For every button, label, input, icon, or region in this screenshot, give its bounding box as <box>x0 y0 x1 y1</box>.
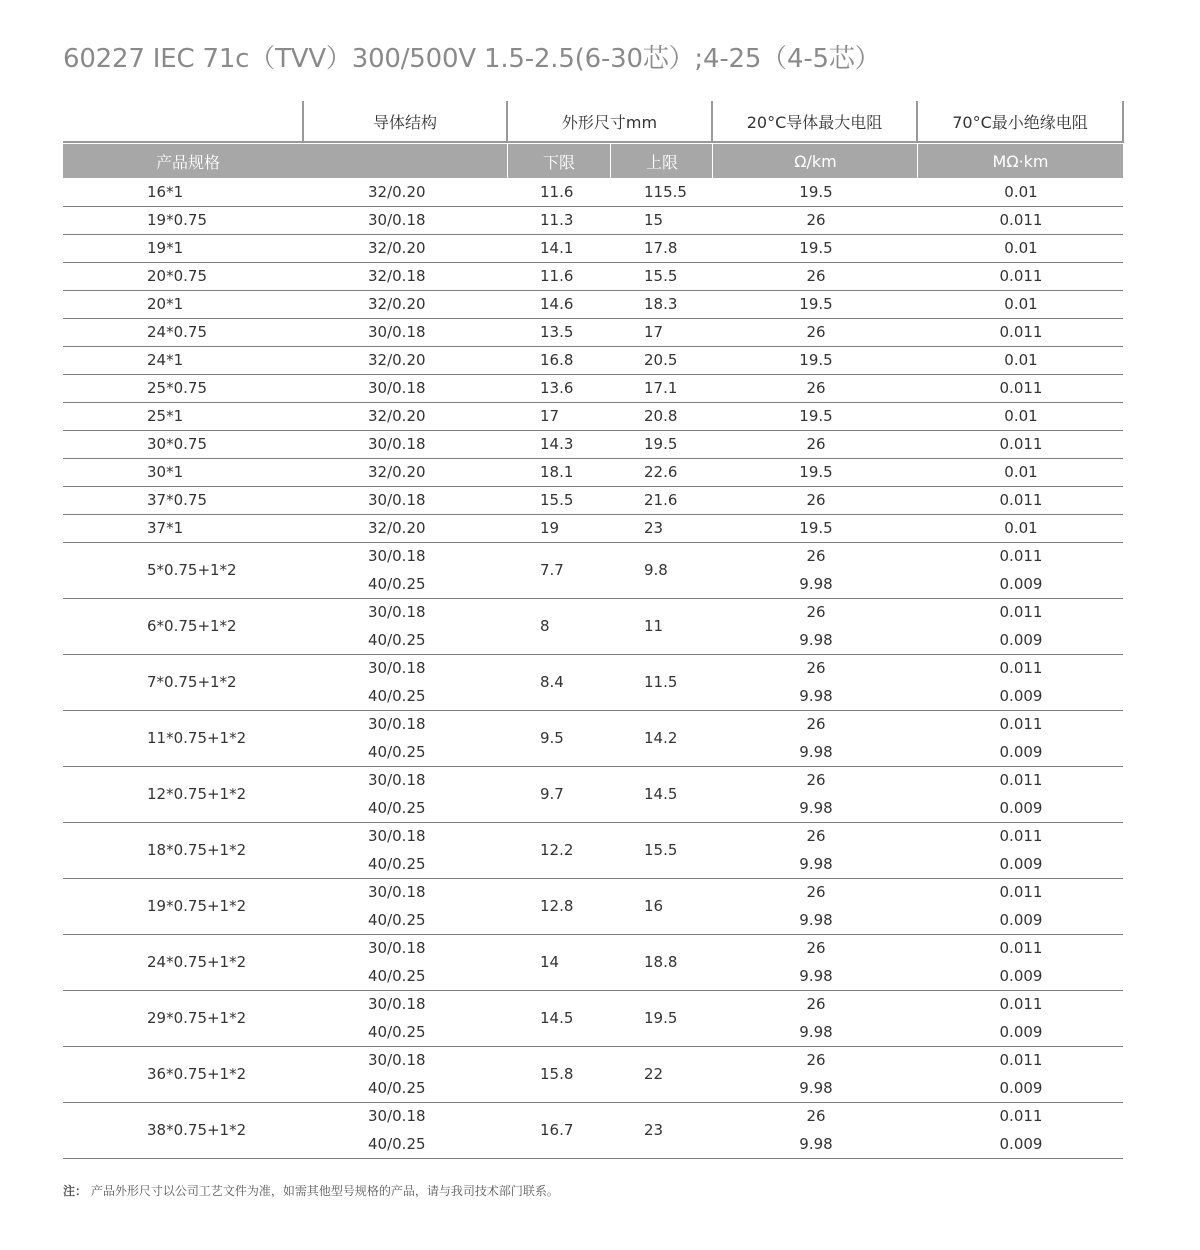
cell-lower: 13.6 <box>540 379 574 397</box>
cell-conductor: 32/0.20 <box>368 351 426 369</box>
cell-upper: 17.1 <box>644 379 678 397</box>
cell-insulation: 0.009 <box>999 575 1043 593</box>
cell-resistance: 9.98 <box>799 575 833 593</box>
row-divider <box>63 290 1123 291</box>
cell-resistance: 26 <box>806 379 826 397</box>
header-outer-size: 外形尺寸mm <box>508 101 713 143</box>
page-title: 60227 IEC 71c（TVV）300/500V 1.5-2.5(6-30芯）;4-25（4-5芯） <box>63 44 881 74</box>
row-divider <box>63 1158 1123 1159</box>
header-resistance-unit: Ω/km <box>794 151 837 171</box>
cell-resistance: 9.98 <box>799 799 833 817</box>
cell-conductor: 30/0.18 <box>368 379 426 397</box>
cell-insulation: 0.011 <box>999 491 1043 509</box>
cell-lower: 7.7 <box>540 561 564 579</box>
cell-insulation: 0.011 <box>999 659 1043 677</box>
cell-insulation: 0.009 <box>999 1079 1043 1097</box>
cell-insulation: 0.011 <box>999 883 1043 901</box>
cell-spec: 5*0.75+1*2 <box>147 561 237 579</box>
cell-insulation: 0.009 <box>999 743 1043 761</box>
cell-upper: 16 <box>644 897 664 915</box>
row-divider <box>63 486 1123 487</box>
cell-conductor: 40/0.25 <box>368 1135 426 1153</box>
cell-lower: 11.6 <box>540 183 574 201</box>
cell-insulation: 0.01 <box>1004 295 1038 313</box>
cell-insulation: 0.011 <box>999 995 1043 1013</box>
cell-spec: 36*0.75+1*2 <box>147 1065 247 1083</box>
header-lower: 下限 <box>542 152 575 172</box>
row-divider <box>63 1046 1123 1047</box>
row-divider <box>63 430 1123 431</box>
cell-spec: 7*0.75+1*2 <box>147 673 237 691</box>
cell-spec: 37*1 <box>147 519 184 537</box>
cell-spec: 19*0.75+1*2 <box>147 897 247 915</box>
cell-lower: 16.7 <box>540 1121 574 1139</box>
cell-lower: 18.1 <box>540 463 574 481</box>
cell-resistance: 26 <box>806 995 826 1013</box>
cell-upper: 19.5 <box>644 1009 678 1027</box>
cell-insulation: 0.01 <box>1004 519 1038 537</box>
cell-upper: 11 <box>644 617 664 635</box>
header-max-resistance: 20°C导体最大电阻 <box>713 101 918 143</box>
cell-lower: 14 <box>540 953 560 971</box>
cell-resistance: 26 <box>806 827 826 845</box>
cell-conductor: 30/0.18 <box>368 547 426 565</box>
cell-insulation: 0.009 <box>999 1135 1043 1153</box>
cell-lower: 11.3 <box>540 211 574 229</box>
cell-resistance: 9.98 <box>799 1135 833 1153</box>
cell-upper: 14.2 <box>644 729 678 747</box>
cell-lower: 16.8 <box>540 351 574 369</box>
cell-insulation: 0.01 <box>1004 463 1038 481</box>
cell-lower: 8 <box>540 617 550 635</box>
cell-lower: 8.4 <box>540 673 564 691</box>
cell-resistance: 26 <box>806 603 826 621</box>
cell-conductor: 40/0.25 <box>368 967 426 985</box>
cell-conductor: 32/0.20 <box>368 295 426 313</box>
cell-resistance: 26 <box>806 323 826 341</box>
cell-conductor: 30/0.18 <box>368 603 426 621</box>
header-left-underline <box>63 141 304 143</box>
cell-spec: 24*1 <box>147 351 184 369</box>
row-divider <box>63 514 1123 515</box>
row-divider <box>63 206 1123 207</box>
cell-lower: 13.5 <box>540 323 574 341</box>
row-divider <box>63 346 1123 347</box>
cell-spec: 19*1 <box>147 239 184 257</box>
row-divider <box>63 990 1123 991</box>
cell-conductor: 32/0.20 <box>368 463 426 481</box>
cell-lower: 14.3 <box>540 435 574 453</box>
header-upper: 上限 <box>645 152 678 172</box>
cell-conductor: 32/0.20 <box>368 519 426 537</box>
cell-resistance: 19.5 <box>799 463 833 481</box>
cell-upper: 115.5 <box>644 183 687 201</box>
cell-insulation: 0.011 <box>999 771 1043 789</box>
cell-conductor: 40/0.25 <box>368 743 426 761</box>
row-divider <box>63 654 1123 655</box>
cell-insulation: 0.009 <box>999 799 1043 817</box>
row-divider <box>63 402 1123 403</box>
cell-insulation: 0.011 <box>999 435 1043 453</box>
cell-conductor: 30/0.18 <box>368 1051 426 1069</box>
cell-spec: 24*0.75+1*2 <box>147 953 247 971</box>
cell-insulation: 0.011 <box>999 939 1043 957</box>
cell-resistance: 26 <box>806 883 826 901</box>
row-divider <box>63 878 1123 879</box>
cell-resistance: 19.5 <box>799 183 833 201</box>
cell-resistance: 9.98 <box>799 687 833 705</box>
cell-lower: 15.8 <box>540 1065 574 1083</box>
cell-insulation: 0.01 <box>1004 407 1038 425</box>
cell-conductor: 40/0.25 <box>368 855 426 873</box>
cell-spec: 30*1 <box>147 463 184 481</box>
cell-spec: 18*0.75+1*2 <box>147 841 247 859</box>
cell-conductor: 30/0.18 <box>368 491 426 509</box>
cell-insulation: 0.011 <box>999 1051 1043 1069</box>
cell-upper: 17.8 <box>644 239 678 257</box>
cell-upper: 22 <box>644 1065 664 1083</box>
cell-insulation: 0.01 <box>1004 183 1038 201</box>
cell-lower: 15.5 <box>540 491 574 509</box>
cell-insulation: 0.009 <box>999 631 1043 649</box>
cell-spec: 12*0.75+1*2 <box>147 785 247 803</box>
cell-resistance: 9.98 <box>799 911 833 929</box>
cell-lower: 9.5 <box>540 729 564 747</box>
cell-conductor: 30/0.18 <box>368 211 426 229</box>
cell-insulation: 0.009 <box>999 855 1043 873</box>
cell-conductor: 40/0.25 <box>368 799 426 817</box>
cell-conductor: 32/0.18 <box>368 267 426 285</box>
cell-insulation: 0.011 <box>999 827 1043 845</box>
cell-upper: 11.5 <box>644 673 678 691</box>
row-divider <box>63 934 1123 935</box>
cell-lower: 14.5 <box>540 1009 574 1027</box>
cell-resistance: 26 <box>806 1107 826 1125</box>
cell-upper: 21.6 <box>644 491 678 509</box>
cell-conductor: 32/0.20 <box>368 239 426 257</box>
footnote-label: 注： <box>63 1184 88 1198</box>
row-divider <box>63 374 1123 375</box>
cell-spec: 16*1 <box>147 183 184 201</box>
cell-conductor: 40/0.25 <box>368 911 426 929</box>
row-divider <box>63 766 1123 767</box>
cell-conductor: 30/0.18 <box>368 1107 426 1125</box>
header-blank <box>63 101 304 143</box>
cell-spec: 25*0.75 <box>147 379 207 397</box>
cell-conductor: 30/0.18 <box>368 827 426 845</box>
cell-conductor: 30/0.18 <box>368 435 426 453</box>
row-divider <box>63 234 1123 235</box>
cell-upper: 22.6 <box>644 463 678 481</box>
cell-spec: 19*0.75 <box>147 211 207 229</box>
cell-insulation: 0.011 <box>999 715 1043 733</box>
header-insulation-unit: MΩ·km <box>992 151 1049 171</box>
row-divider <box>63 822 1123 823</box>
cell-spec: 11*0.75+1*2 <box>147 729 247 747</box>
cell-insulation: 0.01 <box>1004 239 1038 257</box>
cell-conductor: 40/0.25 <box>368 687 426 705</box>
cell-resistance: 19.5 <box>799 239 833 257</box>
cell-resistance: 9.98 <box>799 631 833 649</box>
cell-upper: 18.3 <box>644 295 678 313</box>
cell-conductor: 30/0.18 <box>368 939 426 957</box>
cell-lower: 14.6 <box>540 295 574 313</box>
cell-upper: 23 <box>644 519 664 537</box>
row-divider <box>63 318 1123 319</box>
header-conductor: 导体结构 <box>304 101 508 143</box>
cell-upper: 14.5 <box>644 785 678 803</box>
cell-resistance: 19.5 <box>799 351 833 369</box>
cell-insulation: 0.011 <box>999 323 1043 341</box>
cell-upper: 9.8 <box>644 561 668 579</box>
cell-lower: 12.8 <box>540 897 574 915</box>
cell-resistance: 9.98 <box>799 1079 833 1097</box>
cell-conductor: 30/0.18 <box>368 323 426 341</box>
cell-resistance: 26 <box>806 659 826 677</box>
cell-resistance: 26 <box>806 267 826 285</box>
cell-insulation: 0.01 <box>1004 351 1038 369</box>
cell-upper: 17 <box>644 323 664 341</box>
cell-lower: 12.2 <box>540 841 574 859</box>
cell-conductor: 30/0.18 <box>368 771 426 789</box>
cell-resistance: 26 <box>806 715 826 733</box>
cell-conductor: 30/0.18 <box>368 715 426 733</box>
row-divider <box>63 1102 1123 1103</box>
cell-resistance: 26 <box>806 491 826 509</box>
cell-upper: 15.5 <box>644 841 678 859</box>
row-divider <box>63 710 1123 711</box>
cell-resistance: 26 <box>806 771 826 789</box>
cell-resistance: 26 <box>806 435 826 453</box>
footnote <box>63 1182 559 1199</box>
cell-conductor: 30/0.18 <box>368 883 426 901</box>
row-divider <box>63 262 1123 263</box>
cell-insulation: 0.011 <box>999 379 1043 397</box>
cell-spec: 20*1 <box>147 295 184 313</box>
cell-resistance: 26 <box>806 547 826 565</box>
cell-upper: 23 <box>644 1121 664 1139</box>
cell-resistance: 9.98 <box>799 855 833 873</box>
cell-resistance: 9.98 <box>799 967 833 985</box>
cell-insulation: 0.009 <box>999 687 1043 705</box>
cell-resistance: 9.98 <box>799 743 833 761</box>
cell-resistance: 19.5 <box>799 519 833 537</box>
cell-conductor: 32/0.20 <box>368 183 426 201</box>
cell-conductor: 30/0.18 <box>368 659 426 677</box>
cell-insulation: 0.011 <box>999 603 1043 621</box>
cell-upper: 15 <box>644 211 664 229</box>
cell-spec: 37*0.75 <box>147 491 207 509</box>
cell-insulation: 0.011 <box>999 211 1043 229</box>
row-divider <box>63 598 1123 599</box>
cell-insulation: 0.009 <box>999 911 1043 929</box>
cell-lower: 17 <box>540 407 560 425</box>
cell-lower: 9.7 <box>540 785 564 803</box>
cell-spec: 24*0.75 <box>147 323 207 341</box>
cell-resistance: 26 <box>806 939 826 957</box>
cell-conductor: 40/0.25 <box>368 1079 426 1097</box>
cell-insulation: 0.009 <box>999 1023 1043 1041</box>
cell-spec: 30*0.75 <box>147 435 207 453</box>
cell-upper: 20.5 <box>644 351 678 369</box>
cell-spec: 20*0.75 <box>147 267 207 285</box>
cell-upper: 18.8 <box>644 953 678 971</box>
cell-resistance: 26 <box>806 1051 826 1069</box>
cell-lower: 11.6 <box>540 267 574 285</box>
cell-conductor: 40/0.25 <box>368 1023 426 1041</box>
cell-lower: 19 <box>540 519 560 537</box>
cell-conductor: 30/0.18 <box>368 995 426 1013</box>
row-divider <box>63 458 1123 459</box>
cell-insulation: 0.011 <box>999 1107 1043 1125</box>
cell-upper: 20.8 <box>644 407 678 425</box>
cell-resistance: 26 <box>806 211 826 229</box>
cell-spec: 38*0.75+1*2 <box>147 1121 247 1139</box>
footnote-text: 产品外形尺寸以公司工艺文件为准，如需其他型号规格的产品，请与我司技术部门联系。 <box>90 1184 559 1198</box>
header-min-insulation: 70°C最小绝缘电阻 <box>918 101 1124 143</box>
cell-conductor: 40/0.25 <box>368 575 426 593</box>
cell-upper: 15.5 <box>644 267 678 285</box>
row-divider <box>63 542 1123 543</box>
cell-conductor: 40/0.25 <box>368 631 426 649</box>
cell-spec: 29*0.75+1*2 <box>147 1009 247 1027</box>
cell-spec: 25*1 <box>147 407 184 425</box>
cell-resistance: 19.5 <box>799 407 833 425</box>
header-spec: 产品规格 <box>155 152 220 172</box>
cell-insulation: 0.009 <box>999 967 1043 985</box>
cell-spec: 6*0.75+1*2 <box>147 617 237 635</box>
cell-insulation: 0.011 <box>999 547 1043 565</box>
cell-upper: 19.5 <box>644 435 678 453</box>
cell-resistance: 9.98 <box>799 1023 833 1041</box>
cell-conductor: 32/0.20 <box>368 407 426 425</box>
cell-resistance: 19.5 <box>799 295 833 313</box>
cell-lower: 14.1 <box>540 239 574 257</box>
cell-insulation: 0.011 <box>999 267 1043 285</box>
